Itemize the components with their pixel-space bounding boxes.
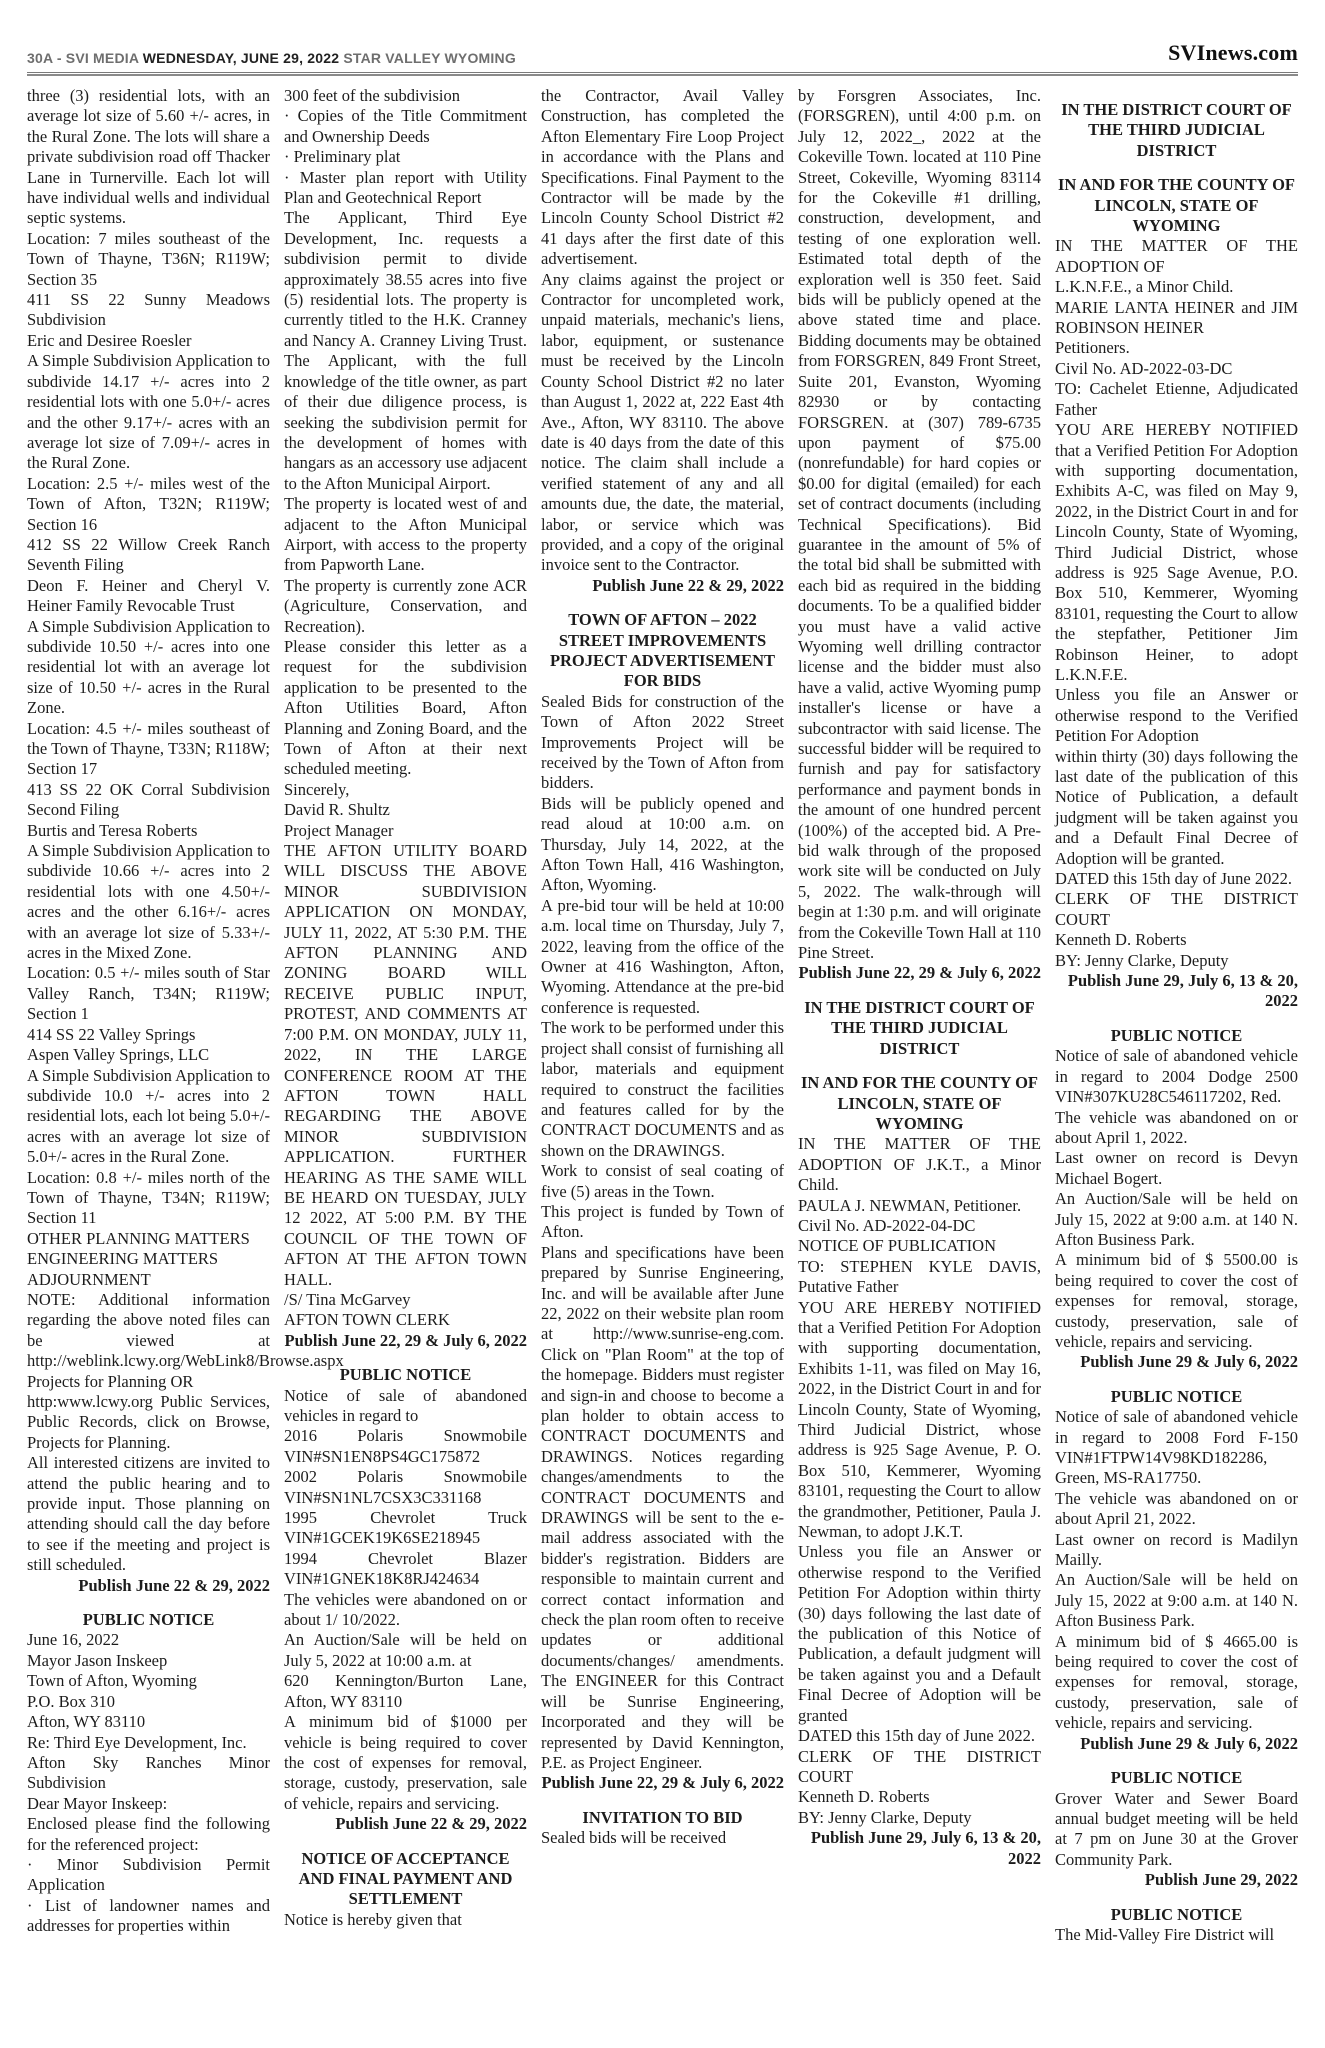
notice-paragraph: Mayor Jason Inskeep: [27, 1650, 168, 1670]
notice-paragraph: The Applicant, Third Eye Development, Inc. requests a subdivision permit to divide approximately 38.55 acres into five (5) residential lots. The property is currently titled to the H.K. Cranney and Nancy A. Cranney Living Trust. The Applicant, with the full knowledge of the title owner, as part of their due diligence process, is seeking the subdivision permit for the development of homes with hangars as an accessory use adjacent to the Afton Municipal Airport.: [284, 208, 527, 493]
column-5: [1055, 86, 1298, 1945]
notice-paragraph: Petitioners.: [1055, 338, 1130, 358]
publish-line: Publish June 29, 2022: [1144, 1870, 1298, 1890]
notice-paragraph: Aspen Valley Springs, LLC: [27, 1045, 210, 1065]
notice-paragraph: Unless you file an Answer or otherwise respond to the Verified Petition For Adoption: [1055, 685, 1298, 746]
page-label: 30A - SVI MEDIA: [27, 50, 139, 66]
notice-paragraph: Grover Water and Sewer Board annual budget meeting will be held at 7 pm on June 30 at the Grover Community Park.: [1055, 1788, 1298, 1869]
notice-paragraph: Notice is hereby given that: [284, 1909, 462, 1929]
notice-paragraph: Last owner on record is Madilyn Mailly.: [1055, 1529, 1298, 1570]
notice-paragraph: Burtis and Teresa Roberts: [27, 820, 198, 840]
notice-paragraph: Kenneth D. Roberts: [1055, 930, 1187, 950]
notice-heading: TOWN OF AFTON – 2022 STREET IMPROVEMENTS PROJECT ADVERTISEMENT FOR BIDS: [549, 610, 776, 691]
notice-paragraph: · Master plan report with Utility Plan and Geotechnical Report: [284, 167, 527, 208]
notice-paragraph: P.O. Box 310: [27, 1691, 116, 1711]
notice-paragraph: 2016 Polaris Snowmobile VIN#SN1EN8PS4GC175872: [284, 1426, 527, 1466]
notice-paragraph: 412 SS 22 Willow Creek Ranch Seventh Filing: [27, 534, 270, 575]
notice-paragraph: DATED this 15th day of June 2022.: [798, 1726, 1035, 1746]
notice-heading: PUBLIC NOTICE: [339, 1365, 472, 1385]
publish-line: Publish June 22 & 29, 2022: [78, 1575, 270, 1595]
notice-paragraph: · Preliminary plat: [284, 147, 401, 167]
notice-heading: IN THE DISTRICT COURT OF THE THIRD JUDICIAL DISTRICT: [1061, 100, 1292, 160]
notice-paragraph: Last owner on record is Devyn Michael Bogert.: [1055, 1148, 1298, 1188]
notice-paragraph: The vehicle was abandoned on or about April 21, 2022.: [1055, 1488, 1298, 1529]
column-4: [798, 86, 1041, 1945]
notice-paragraph: All interested citizens are invited to attend the public hearing and to provide input. Those planning on attending should call the day before to see if the meeting and project is still scheduled.: [27, 1453, 270, 1575]
notice-paragraph: · Copies of the Title Commitment and Ownership Deeds: [284, 106, 527, 146]
notice-paragraph: Bids will be publicly opened and read aloud at 10:00 a.m. on Thursday, July 14, 2022, at the Afton Town Hall, 416 Washington, Afton, Wyoming.: [541, 793, 784, 895]
notice-paragraph: Civil No. AD-2022-04-DC: [798, 1215, 976, 1235]
notice-paragraph: BY: Jenny Clarke, Deputy: [798, 1807, 972, 1827]
notice-paragraph: The Mid-Valley Fire District will: [1055, 1924, 1275, 1944]
notice-heading: NOTICE OF ACCEPTANCE AND FINAL PAYMENT AND SETTLEMENT: [298, 1848, 513, 1909]
notice-paragraph: Location: 4.5 +/- miles southeast of the Town of Thayne, T33N; R118W; Section 17: [27, 718, 270, 779]
notice-paragraph: Sincerely,: [284, 779, 350, 799]
notice-paragraph: Afton Sky Ranches Minor Subdivision: [27, 1752, 270, 1793]
notice-heading: PUBLIC NOTICE: [1110, 1025, 1243, 1045]
notice-paragraph: Civil No. AD-2022-03-DC: [1055, 358, 1233, 378]
notice-paragraph: Dear Mayor Inskeep:: [27, 1793, 168, 1813]
legal-notices-columns: [0, 76, 1325, 1945]
notice-paragraph: 300 feet of the subdivision: [284, 86, 460, 105]
notice-paragraph: A minimum bid of $1000 per vehicle is being required to cover the cost of expenses for removal, storage, custody, preservation, sale of vehicle, repairs and servicing.: [284, 1712, 527, 1813]
notice-paragraph: OTHER PLANNING MATTERS: [27, 1228, 250, 1248]
notice-paragraph: A minimum bid of $ 5500.00 is being required to cover the cost of expenses for removal, storage, custody, preservation, sale of vehicle, repairs and servicing.: [1055, 1250, 1298, 1351]
notice-paragraph: NOTE: Additional information regarding the above noted files can be viewed at http://weblink.lcwy.org/WebLink8/Browse.aspx Projects for Planning OR: [27, 1289, 344, 1391]
notice-paragraph: 411 SS 22 Sunny Meadows Subdivision: [27, 290, 270, 330]
notice-paragraph: Deon F. Heiner and Cheryl V. Heiner Family Revocable Trust: [27, 575, 270, 616]
publish-line: Publish June 22, 29 & July 6, 2022: [284, 1330, 527, 1350]
notice-paragraph: /S/ Tina McGarvey: [284, 1289, 411, 1309]
notice-paragraph: Location: 0.5 +/- miles south of Star Valley Ranch, T34N; R119W; Section 1: [27, 963, 270, 1024]
notice-paragraph: ENGINEERING MATTERS: [27, 1249, 219, 1269]
notice-paragraph: A Simple Subdivision Application to subdivide 10.66 +/- acres into 2 residential lots with one 4.50+/- acres and the other 6.16+/- acres with an average lot size of 5.33+/- acres in the Mixed Zone.: [27, 841, 270, 963]
notice-paragraph: Town of Afton, Wyoming: [27, 1671, 197, 1691]
notice-paragraph: MARIE LANTA HEINER and JIM ROBINSON HEINER: [1055, 297, 1298, 338]
notice-heading: INVITATION TO BID: [582, 1807, 743, 1827]
notice-paragraph: L.K.N.F.E., a Minor Child.: [1055, 277, 1234, 297]
notice-paragraph: This project is funded by Town of Afton.: [541, 1201, 784, 1242]
notice-paragraph: Afton, WY 83110: [27, 1712, 146, 1732]
notice-paragraph: Work to consist of seal coating of five (5) areas in the Town.: [541, 1161, 784, 1201]
notice-paragraph: 413 SS 22 OK Corral Subdivision Second Filing: [27, 779, 270, 820]
notice-paragraph: CLERK OF THE DISTRICT COURT: [798, 1746, 1041, 1786]
notice-paragraph: Please consider this letter as a request for the subdivision application to be presented to the Afton Utilities Board, Afton Planning and Zoning Board, and the Town of Afton at their next scheduled meeting.: [284, 636, 527, 779]
notice-paragraph: The vehicle was abandoned on or about April 1, 2022.: [1055, 1107, 1298, 1147]
notice-paragraph: by Forsgren Associates, Inc. (FORSGREN), until 4:00 p.m. on July 12, 2022_, 2022 at the Cokeville Town. located at 110 Pine Street, Cokeville, Wyoming 83114 for the Cokeville #1 drilling, construction, development, and testing of one exploration well. Estimated total depth of the exploration well is 350 feet. Said bids will be publicly opened at the above stated time and place. Bidding documents may be obtained from FORSGREN, 849 Front Street, Suite 201, Evanston, Wyoming 82930 or by contacting FORSGREN. at (307) 789-6735 upon payment of $75.00 (nonrefundable) for hard copies or $0.00 for digital (emailed) for each set of contract documents (including Technical Specifications). Bid guarantee in the amount of 5% of the total bid shall be submitted with each bid as required in the bidding documents. To be a qualified bidder you must have a valid active Wyoming well drilling contractor license and the bidder must also have a valid, active Wyoming pump installer's license or have a subcontractor with said license. The successful bidder will be required to furnish and pay for satisfactory performance and payment bonds in the amount of one hundred percent (100%) of the accepted bid. A Pre-bid walk through of the proposed work site will be conducted on July 5, 2022. The walk-through will begin at 1:30 p.m. and will originate from the Cokeville Town Hall at 110 Pine Street.: [798, 86, 1041, 963]
publish-line: Publish June 22, 29 & July 6, 2022: [541, 1773, 784, 1793]
notice-paragraph: The property is located west of and adjacent to the Afton Municipal Airport, with access to the property from Papworth Lane.: [284, 494, 527, 575]
publish-line: Publish June 22 & 29, 2022: [592, 575, 784, 595]
notice-paragraph: TO: STEPHEN KYLE DAVIS, Putative Father: [798, 1256, 1041, 1297]
notice-paragraph: Enclosed please find the following for the referenced project:: [27, 1814, 270, 1854]
notice-paragraph: Unless you file an Answer or otherwise respond to the Verified Petition For Adoption within thirty (30) days following the last date of the publication of this Notice of Publication, a default judgment will be taken against you and a Default Final Decree of Adoption will be granted: [798, 1542, 1041, 1725]
notice-paragraph: Kenneth D. Roberts: [798, 1787, 930, 1807]
notice-paragraph: TO: Cachelet Etienne, Adjudicated Father: [1055, 379, 1298, 419]
column-3: [541, 86, 784, 1945]
notice-heading: PUBLIC NOTICE: [1110, 1768, 1243, 1788]
notice-paragraph: Project Manager: [284, 820, 394, 840]
notice-heading: PUBLIC NOTICE: [1110, 1904, 1243, 1924]
notice-paragraph: 1995 Chevrolet Truck VIN#1GCEK19K6SE218945: [284, 1508, 527, 1548]
notice-paragraph: A Simple Subdivision Application to subdivide 10.0 +/- acres into 2 residential lots, each lot being 5.0+/- acres with an average lot size of 5.0+/- acres in the Rural Zone.: [27, 1065, 270, 1167]
notice-paragraph: Location: 2.5 +/- miles west of the Town of Afton, T32N; R119W; Section 16: [27, 473, 270, 534]
notice-paragraph: Re: Third Eye Development, Inc.: [27, 1732, 247, 1752]
notice-paragraph: Eric and Desiree Roesler: [27, 330, 192, 350]
notice-paragraph: An Auction/Sale will be held on July 15, 2022 at 9:00 a.m. at 140 N. Afton Business Park.: [1055, 1570, 1298, 1631]
region-label: STAR VALLEY WYOMING: [343, 50, 516, 66]
notice-paragraph: three (3) residential lots, with an average lot size of 5.60 +/- acres, in the Rural Zone. The lots will share a private subdivision road off Thacker Lane in Turnerville. Each lot will have individual wells and individual septic systems.: [27, 86, 270, 228]
notice-paragraph: A Simple Subdivision Application to subdivide 14.17 +/- acres into 2 residential lots with one 5.0+/- acres and the other 9.17+/- acres with an average lot size of 7.09+/- acres in the Rural Zone.: [27, 351, 270, 473]
notice-paragraph: Notice of sale of abandoned vehicle in regard to 2004 Dodge 2500 VIN#307KU28C546117202, Red.: [1055, 1046, 1298, 1107]
notice-paragraph: Any claims against the project or Contractor for uncompleted work, unpaid materials, mechanic's liens, labor, equipment, or sustenance must be received by the Lincoln County School District #2 no later than August 1, 2022 at, 222 East 4th Ave., Afton, WY 83110. The above date is 40 days from the date of this notice. The claim shall include a verified statement of any and all amounts due, the date, the material, labor, or service which was provided, and a copy of the original invoice sent to the Contractor.: [541, 269, 784, 575]
notice-paragraph: Location: 0.8 +/- miles north of the Town of Thayne, T34N; R119W; Section 11: [27, 1167, 270, 1228]
notice-paragraph: A minimum bid of $ 4665.00 is being required to cover the cost of expenses for removal, storage, custody, preservation, sale of vehicle, repairs and servicing.: [1055, 1631, 1298, 1733]
notice-paragraph: 2002 Polaris Snowmobile VIN#SN1NL7CSX3C331168: [284, 1467, 527, 1507]
notice-paragraph: 1994 Chevrolet Blazer VIN#1GNEK18K8RJ424634: [284, 1548, 527, 1589]
notice-paragraph: David R. Shultz: [284, 800, 390, 820]
column-2: [284, 86, 527, 1945]
notice-paragraph: the Contractor, Avail Valley Construction, has completed the Afton Elementary Fire Loop Project in accordance with the Plans and Specifications. Final Payment to the Contractor will be made by the Lincoln County School District #2 41 days after the first date of this advertisement.: [541, 86, 784, 269]
publish-line: Publish June 29, July 6, 13 & 20, 2022: [810, 1828, 1041, 1868]
notice-paragraph: A Simple Subdivision Application to subdivide 10.50 +/- acres into one residential lot with an average lot size of 10.50 +/- acres in the Rural Zone.: [27, 616, 270, 718]
notice-heading: PUBLIC NOTICE: [82, 1610, 215, 1630]
notice-heading: IN THE DISTRICT COURT OF THE THIRD JUDICIAL DISTRICT: [804, 997, 1035, 1058]
notice-paragraph: Notice of sale of abandoned vehicles in regard to: [284, 1385, 527, 1425]
notice-paragraph: A pre-bid tour will be held at 10:00 a.m. local time on Thursday, July 7, 2022, leaving from the office of the Owner at 416 Washington, Afton, Wyoming. Attendance at the pre-bid conference is requested.: [541, 895, 784, 1017]
notice-paragraph: Plans and specifications have been prepared by Sunrise Engineering, Inc. and will be available after June 22, 2022 on their website plan room at http://www.sunrise-eng.com. Click on "Plan Room" at the top of the homepage. Bidders must register and sign-in and choose to become a plan holder to obtain access to CONTRACT DOCUMENTS and DRAWINGS. Notices regarding changes/amendments to the CONTRACT DOCUMENTS and DRAWINGS will be sent to the e-mail address associated with the bidder's registration. Bidders are responsible to maintain current and correct contact information and check the plan room often to receive updates or additional documents/changes/ amendments. The ENGINEER for this Contract will be Sunrise Engineering, Incorporated and they will be represented by David Kennington, P.E. as Project Engineer.: [541, 1242, 784, 1772]
notice-paragraph: NOTICE OF PUBLICATION: [798, 1236, 996, 1256]
publish-line: Publish June 29 & July 6, 2022: [1080, 1733, 1298, 1753]
publish-line: Publish June 29, July 6, 13 & 20, 2022: [1067, 971, 1298, 1011]
notice-paragraph: THE AFTON UTILITY BOARD WILL DISCUSS THE ABOVE MINOR SUBDIVISION APPLICATION ON MONDAY, JULY 11, 2022, AT 5:30 P.M. THE AFTON PLANNING AND ZONING BOARD WILL RECEIVE PUBLIC INPUT, PROTEST, AND COMMENTS AT 7:00 P.M. ON MONDAY, JULY 11, 2022, IN THE LARGE CONFERENCE ROOM AT THE AFTON TOWN HALL REGARDING THE ABOVE MINOR SUBDIVISION APPLICATION. FURTHER HEARING AS THE SAME WILL BE HEARD ON TUESDAY, JULY 12 2022, AT 5:00 P.M. BY THE COUNCIL OF THE TOWN OF AFTON AT THE AFTON TOWN HALL.: [284, 841, 527, 1289]
notice-paragraph: AFTON TOWN CLERK: [284, 1310, 450, 1330]
notice-paragraph: 414 SS 22 Valley Springs: [27, 1024, 196, 1044]
notice-paragraph: Notice of sale of abandoned vehicle in regard to 2008 Ford F-150 VIN#1FTPW14V98KD182286, Green, MS-RA17750.: [1055, 1407, 1298, 1488]
notice-heading: IN AND FOR THE COUNTY OF LINCOLN, STATE OF WYOMING: [1058, 175, 1295, 236]
notice-paragraph: The work to be performed under this project shall consist of furnishing all labor, materials and equipment required to construct the facilities and features called for by the CONTRACT DOCUMENTS and as shown on the DRAWINGS.: [541, 1018, 784, 1160]
notice-paragraph: June 16, 2022: [27, 1630, 120, 1650]
notice-paragraph: Sealed Bids for construction of the Town of Afton 2022 Street Improvements Project will be received by the Town of Afton from bidders.: [541, 691, 784, 793]
notice-paragraph: YOU ARE HEREBY NOTIFIED that a Verified Petition For Adoption with supporting documentation, Exhibits A-C, was filed on May 9, 2022, in the District Court in and for Lincoln County, State of Wyoming, Third Judicial District, whose address is 925 Sage Avenue, P.O. Box 510, Kemmerer, Wyoming 83101, requesting the Court to allow the stepfather, Petitioner Jim Robinson Heiner, to adopt L.K.N.F.E.: [1055, 420, 1298, 684]
notice-paragraph: CLERK OF THE DISTRICT COURT: [1055, 889, 1298, 929]
notice-heading: IN AND FOR THE COUNTY OF LINCOLN, STATE OF WYOMING: [801, 1073, 1038, 1133]
notice-paragraph: DATED this 15th day of June 2022.: [1055, 869, 1292, 889]
publish-line: Publish June 22 & 29, 2022: [335, 1814, 527, 1834]
notice-paragraph: within thirty (30) days following the last date of the publication of this Notice of Publication, a default judgment will be taken against you and a Default Final Decree of Adoption will be granted.: [1055, 746, 1298, 868]
notice-paragraph: ADJOURNMENT: [27, 1269, 151, 1289]
publish-line: Publish June 29 & July 6, 2022: [1080, 1352, 1298, 1372]
masthead-left: [27, 50, 516, 66]
issue-date: WEDNESDAY, JUNE 29, 2022: [142, 50, 340, 66]
notice-paragraph: BY: Jenny Clarke, Deputy: [1055, 950, 1229, 970]
notice-paragraph: http:www.lcwy.org Public Services, Public Records, click on Browse, Projects for Planning.: [27, 1392, 270, 1452]
notice-paragraph: IN THE MATTER OF THE ADOPTION OF J.K.T., a Minor Child.: [798, 1134, 1041, 1195]
notice-paragraph: Location: 7 miles southeast of the Town of Thayne, T36N; R119W; Section 35: [27, 228, 270, 289]
notice-paragraph: · Minor Subdivision Permit Application: [27, 1854, 270, 1895]
notice-paragraph: 620 Kennington/Burton Lane, Afton, WY 83110: [284, 1671, 527, 1711]
notice-paragraph: An Auction/Sale will be held on July 15, 2022 at 9:00 a.m. at 140 N. Afton Business Park.: [1055, 1189, 1298, 1249]
notice-paragraph: · List of landowner names and addresses for properties within: [27, 1895, 270, 1936]
notice-paragraph: Sealed bids will be received: [541, 1828, 727, 1848]
notice-paragraph: YOU ARE HEREBY NOTIFIED that a Verified Petition For Adoption with supporting documentation, Exhibits 1-11, was filed on May 16, 2022, in the District Court in and for Lincoln County, State of Wyoming, Third Judicial District, whose address is 925 Sage Avenue, P. O. Box 510, Kemmerer, Wyoming 83101, requesting the Court to allow the grandmother, Petitioner, Paula J. Newman, to adopt J.K.T.: [798, 1297, 1041, 1542]
notice-paragraph: An Auction/Sale will be held on July 5, 2022 at 10:00 a.m. at: [284, 1630, 527, 1670]
notice-paragraph: The vehicles were abandoned on or about 1/ 10/2022.: [284, 1589, 527, 1630]
notice-paragraph: The property is currently zone ACR (Agriculture, Conservation, and Recreation).: [284, 575, 527, 636]
notice-paragraph: PAULA J. NEWMAN, Petitioner.: [798, 1195, 1022, 1215]
masthead: [0, 0, 1325, 72]
notice-paragraph: IN THE MATTER OF THE ADOPTION OF: [1055, 236, 1298, 276]
site-name: SVInews.com: [1168, 40, 1298, 65]
notice-heading: PUBLIC NOTICE: [1110, 1386, 1243, 1406]
publish-line: Publish June 22, 29 & July 6, 2022: [798, 963, 1041, 983]
